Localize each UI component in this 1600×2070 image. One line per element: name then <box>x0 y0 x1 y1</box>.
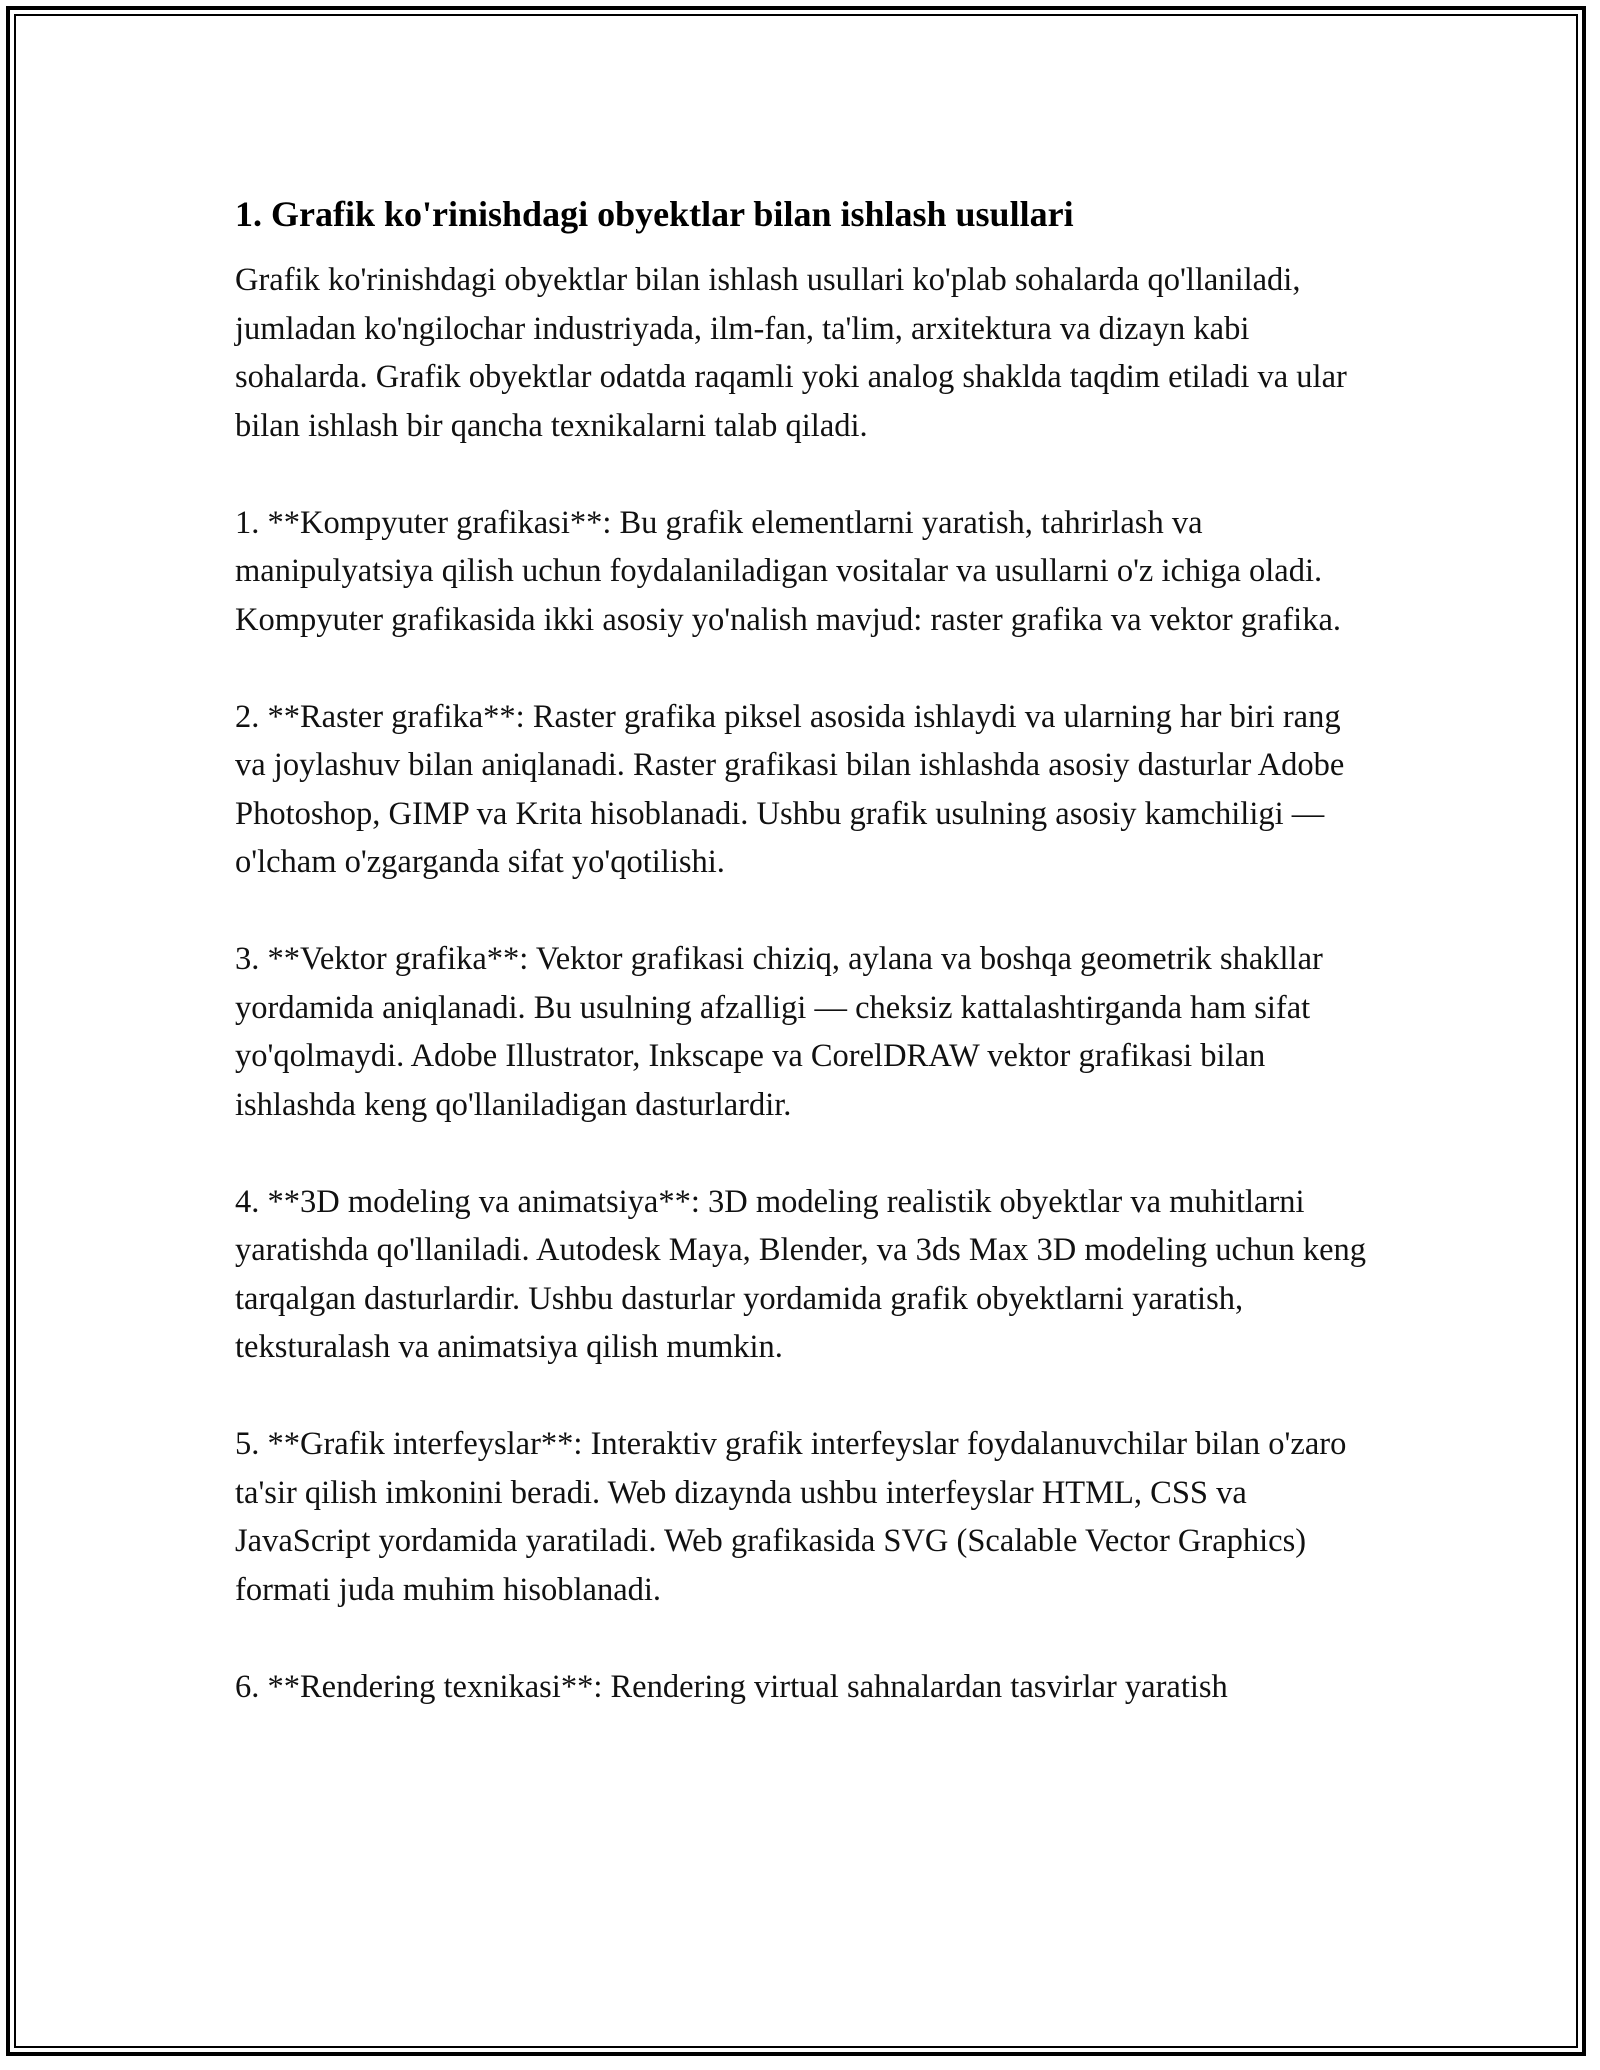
paragraph-rendering-texnikasi: 6. **Rendering texnikasi**: Rendering virtual sahnalardan tasvirlar yaratish <box>235 1668 1228 1705</box>
paragraph-raster-grafika: 2. **Raster grafika**: Raster grafika piksel asosida ishlaydi va ularning har biri rang va joylashuv bilan aniqlanadi. Raster grafikasi bilan ishlashda asosiy dasturlar Adobe Photoshop, GIMP va Krita hisoblanadi. Ushbu grafik usulning asosiy kamchiligi — o'lcham o'zgarganda sifat yo'qotilishi. <box>235 698 1345 880</box>
paragraph-vektor-grafika: 3. **Vektor grafika**: Vektor grafikasi chiziq, aylana va boshqa geometrik shakllar yordamida aniqlanadi. Bu usulning afzalligi — cheksiz kattalashtirganda ham sifat yo'qolmaydi. Adobe Illustrator, Inkscape va CorelDRAW vektor grafikasi bilan ishlashda keng qo'llaniladigan dasturlardir. <box>235 941 1323 1123</box>
intro-paragraph: Grafik ko'rinishdagi obyektlar bilan ishlash usullari ko'plab sohalarda qo'llaniladi, jumladan ko'ngilochar industriyada, ilm-fan, ta'lim, arxitektura va dizayn kabi sohalarda. Grafik obyektlar odatda raqamli yoki analog shaklda taqdim etiladi va ular bilan ishlash bir qancha texnikalarni talab qiladi. <box>235 262 1347 444</box>
paragraph-grafik-interfeyslar: 5. **Grafik interfeyslar**: Interaktiv grafik interfeyslar foydalanuvchilar bilan o'zaro ta'sir qilish imkonini beradi. Web dizaynda ushbu interfeyslar HTML, CSS va JavaScript yordamida yaratiladi. Web grafikasida SVG (Scalable Vector Graphics) formati juda muhim hisoblanadi. <box>235 1426 1347 1608</box>
paragraph-3d-modeling: 4. **3D modeling va animatsiya**: 3D modeling realistik obyektlar va muhitlarni yaratishda qo'llaniladi. Autodesk Maya, Blender, va 3ds Max 3D modeling uchun keng tarqalgan dasturlardir. Ushbu dasturlar yordamida grafik obyektlarni yaratish, teksturalash va animatsiya qilish mumkin. <box>235 1183 1366 1365</box>
document-body <box>235 190 1370 1760</box>
paragraph-kompyuter-grafikasi: 1. **Kompyuter grafikasi**: Bu grafik elementlarni yaratish, tahrirlash va manipulyatsiya qilish uchun foydalaniladigan vositalar va usullarni o'z ichiga oladi. Kompyuter grafikasida ikki asosiy yo'nalish mavjud: raster grafika va vektor grafika. <box>235 504 1342 638</box>
document-title: 1. Grafik ko'rinishdagi obyektlar bilan ishlash usullari <box>235 194 1074 234</box>
